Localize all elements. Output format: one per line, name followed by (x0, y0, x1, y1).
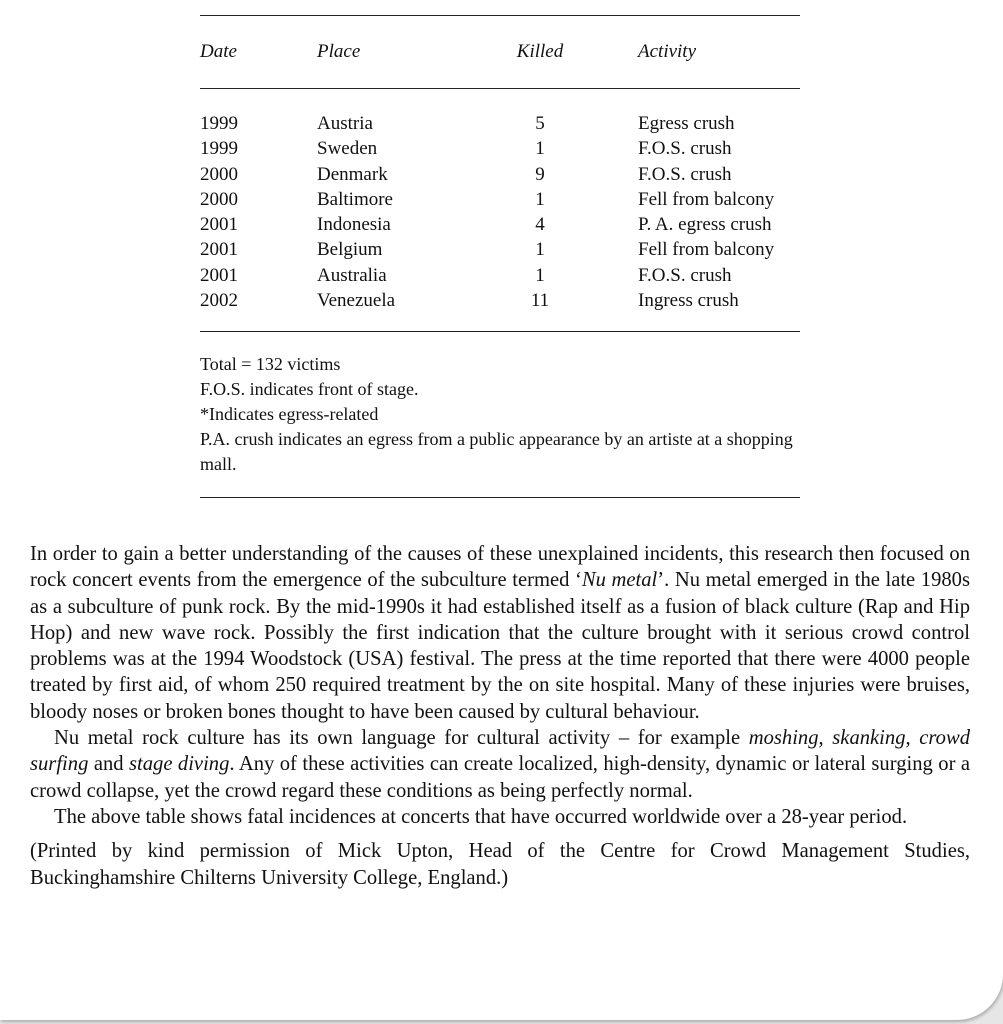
header-place: Place (317, 41, 361, 62)
term-crowd-surfing: crowd surfing (30, 727, 971, 776)
term-skanking: skanking (832, 727, 906, 750)
table-notes (200, 332, 800, 497)
table-header-row (200, 16, 800, 88)
cell-activity: Egress crush (638, 113, 735, 134)
header-activity: Activity (638, 41, 697, 62)
permission-credit: (Printed by kind permission of Mick Upton, Head of the Centre for Crowd Management Studies, Buckinghamshire Chilterns University College, England.) (30, 840, 970, 889)
table-row (200, 263, 800, 288)
cell-date: 1999 (200, 113, 238, 134)
cell-killed: 11 (530, 290, 550, 312)
p2-text-before: Nu metal rock culture has its own language for cultural activity – for example (54, 727, 749, 750)
p2-sep: , (905, 727, 920, 750)
term-stage-diving: stage diving (129, 753, 230, 776)
cell-date: 2001 (200, 239, 238, 261)
p2-text-after: . Any of these activities can create localized, high-density, dynamic or lateral surging or a crowd collapse, yet the crowd regard these conditions as being perfectly normal. (30, 753, 971, 802)
p2-and: and (88, 753, 129, 776)
note-egress: *Indicates egress-related (200, 404, 379, 425)
cell-activity: Fell from balcony (638, 239, 775, 261)
table-bottom-rule (200, 497, 800, 498)
header-date: Date (200, 41, 237, 62)
table-row (200, 237, 800, 262)
cell-activity: P. A. egress crush (638, 214, 772, 236)
cell-date: 2001 (200, 214, 238, 236)
cell-activity: F.O.S. crush (638, 163, 732, 185)
cell-place: Belgium (317, 239, 383, 261)
cell-date: 2002 (200, 290, 238, 312)
body-text (30, 541, 970, 891)
p2-sep: , (818, 727, 833, 750)
paragraph-3: The above table shows fatal incidences at concerts that have occurred worldwide over a 28-year period. (54, 805, 908, 828)
cell-place: Denmark (317, 163, 388, 185)
paragraph-1 (30, 541, 970, 725)
cell-killed: 1 (535, 239, 545, 261)
cell-activity: F.O.S. crush (638, 264, 732, 286)
table-row (200, 288, 800, 313)
cell-date: 1999 (200, 138, 238, 160)
table-body (200, 89, 800, 331)
cell-activity: Fell from balcony (638, 188, 775, 210)
cell-place: Indonesia (317, 214, 391, 236)
term-nu-metal: Nu metal (581, 569, 658, 592)
note-pa-crush: P.A. crush indicates an egress from a public appearance by an artiste at a shopping mall. (200, 429, 793, 475)
cell-place: Baltimore (317, 188, 393, 210)
table-row (200, 187, 800, 212)
cell-activity: F.O.S. crush (638, 138, 732, 160)
cell-killed: 1 (535, 188, 545, 210)
note-fos: F.O.S. indicates front of stage. (200, 379, 419, 400)
cell-activity: Ingress crush (638, 290, 739, 312)
p1-text-before: In order to gain a better understanding of the causes of these unexplained incidents, this research then focused on rock concert events from the emergence of the subculture termed ‘ (30, 543, 970, 592)
table-row (200, 212, 800, 237)
term-moshing: moshing (748, 727, 819, 750)
cell-killed: 5 (535, 113, 545, 134)
cell-place: Venezuela (317, 290, 396, 312)
table-row (200, 136, 800, 161)
paragraph-2 (30, 725, 970, 804)
cell-killed: 9 (535, 163, 545, 185)
cell-killed: 1 (535, 138, 545, 160)
cell-killed: 4 (535, 214, 545, 236)
header-killed: Killed (516, 41, 564, 62)
p1-text-after: ’. Nu metal emerged in the late 1980s as a subculture of punk rock. By the mid-1990s it had established itself as a fusion of black culture (Rap and Hip Hop) and new wave rock. Possibly the first indication that the culture brought with it serious crowd control problems was at the 1994 Woodstock (USA) festival. The press at the time reported that there were 4000 people treated by first aid, of whom 250 required treatment by the on site hospital. Many of these injuries were bruises, bloody noses or broken bones thought to have been caused by cultural behaviour. (30, 569, 970, 723)
cell-place: Sweden (317, 138, 378, 160)
cell-date: 2000 (200, 163, 238, 185)
cell-killed: 1 (535, 264, 545, 286)
cell-date: 2000 (200, 188, 238, 210)
cell-date: 2001 (200, 264, 238, 286)
fatalities-table (200, 15, 800, 498)
cell-place: Austria (317, 113, 373, 134)
note-total: Total = 132 victims (200, 354, 341, 375)
table-row (200, 111, 800, 136)
cell-place: Australia (317, 264, 387, 286)
table-row (200, 162, 800, 187)
